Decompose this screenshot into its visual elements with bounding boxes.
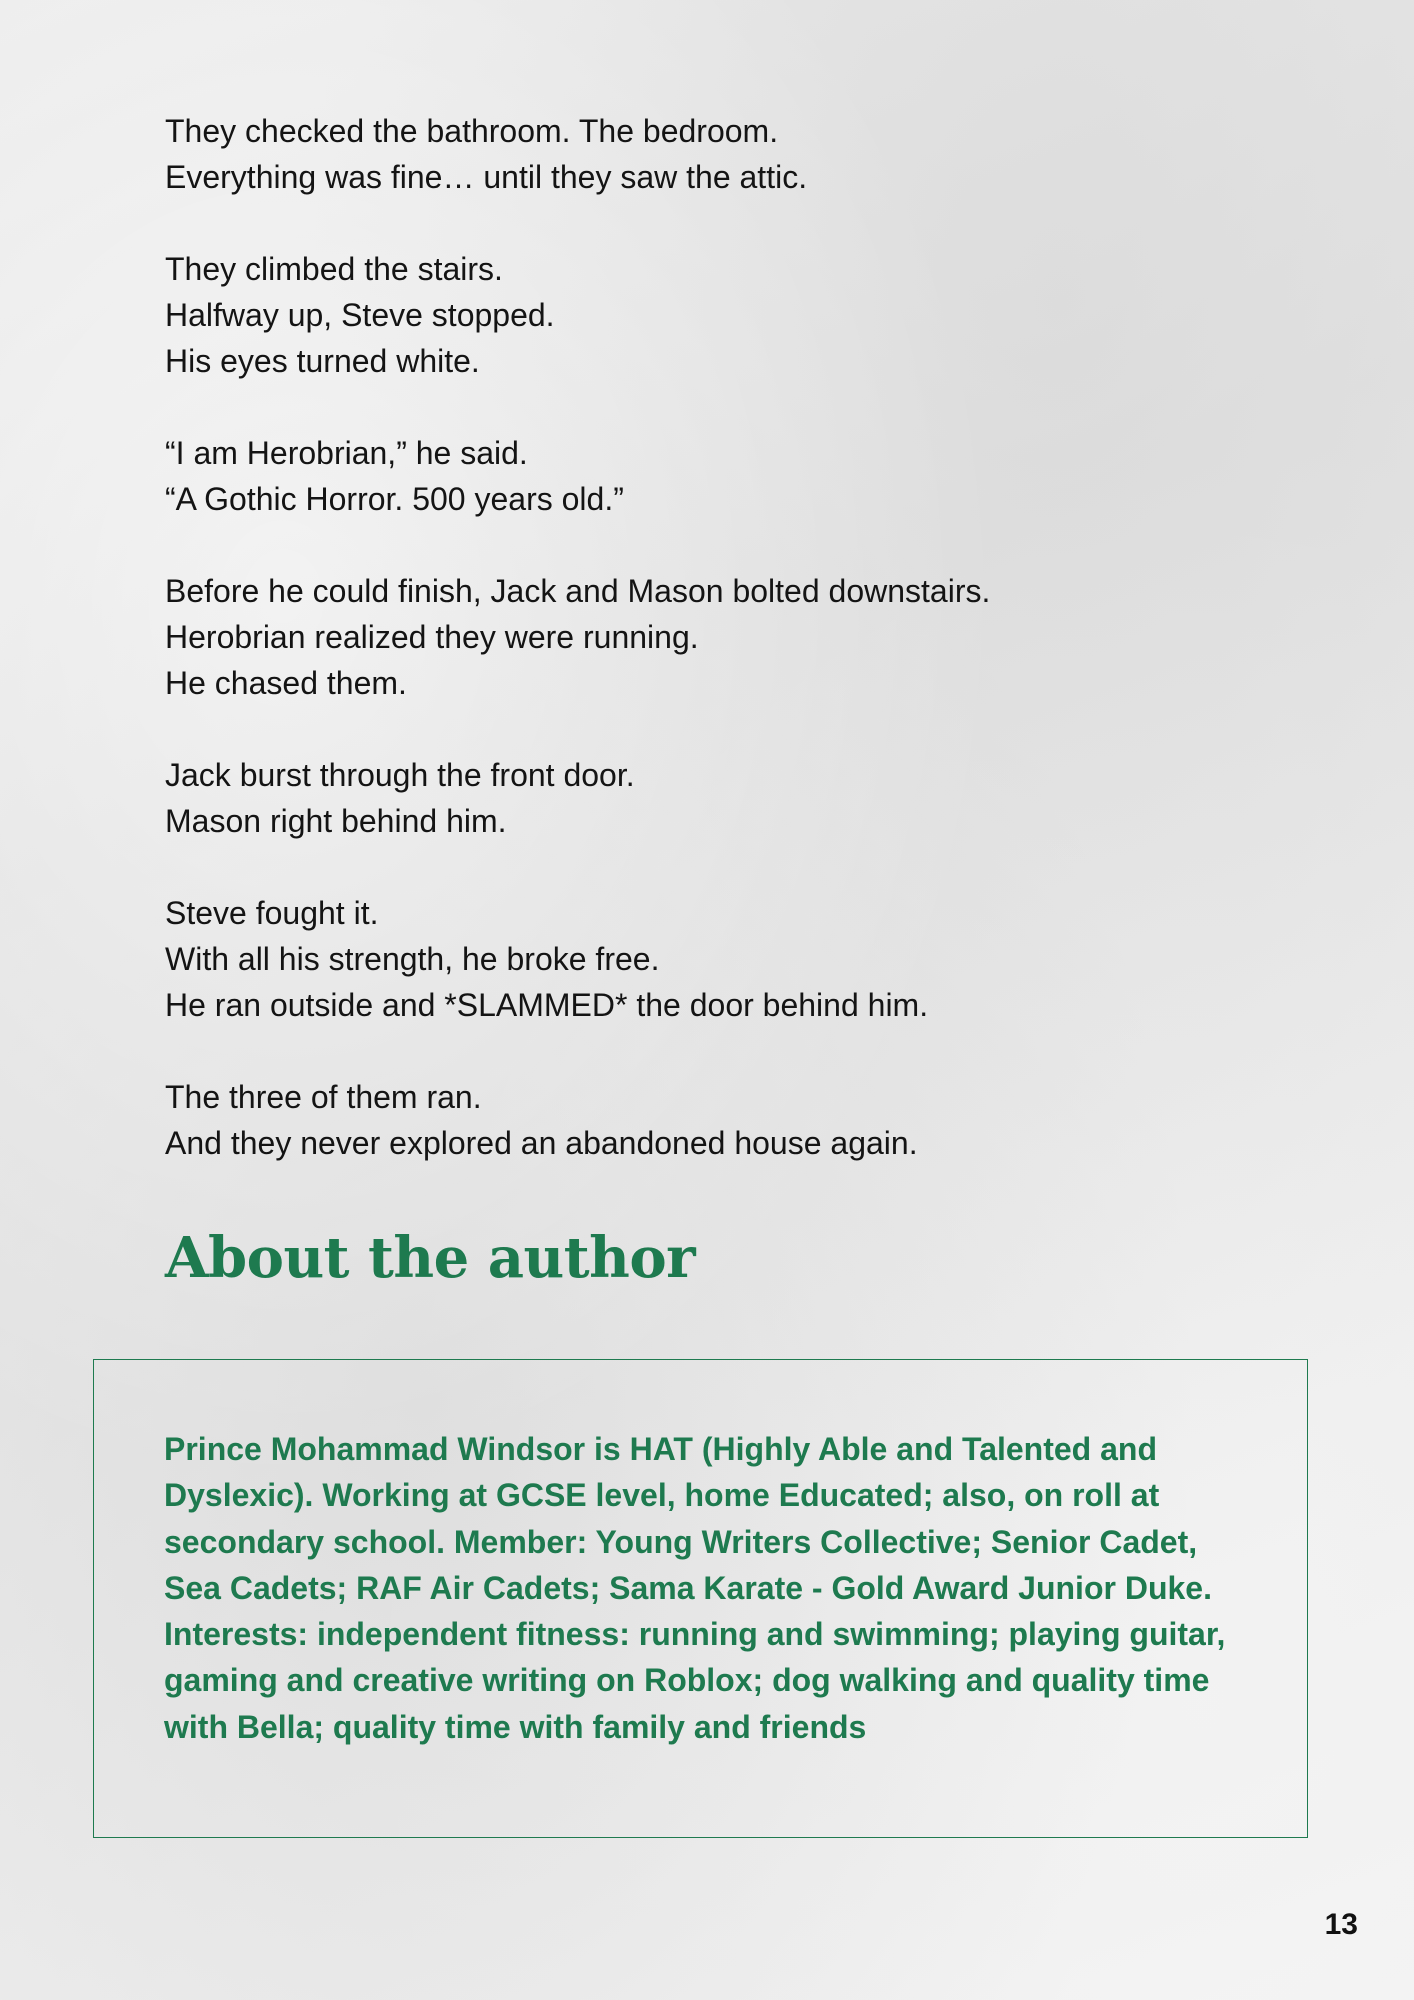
story-line: He chased them. xyxy=(165,665,407,701)
story-paragraph xyxy=(165,1074,1265,1166)
story-line: Everything was fine… until they saw the attic. xyxy=(165,159,808,195)
author-bio-box xyxy=(93,1359,1308,1838)
story-paragraph xyxy=(165,568,1265,706)
author-bio-text: Prince Mohammad Windsor is HAT (Highly Able and Talented and Dyslexic). Working at GCSE level, home Educated; also, on roll at secondary school. Member: Young Writers Collective; Senior Cadet, Sea Cadets; RAF Air Cadets; Sama Karate - Gold Award Junior Duke. Interests: independent fitness: running and swimming; playing guitar, gaming and creative writing on Roblox; dog walking and quality time with Bella; quality time with family and friends xyxy=(164,1431,1226,1745)
story-paragraph xyxy=(165,430,1265,522)
story-paragraph xyxy=(165,890,1265,1028)
story-text xyxy=(165,108,1265,1212)
story-line: Before he could finish, Jack and Mason bolted downstairs. xyxy=(165,573,991,609)
story-line: The three of them ran. xyxy=(165,1079,482,1115)
story-line: “A Gothic Horror. 500 years old.” xyxy=(165,481,624,517)
story-line: Halfway up, Steve stopped. xyxy=(165,297,555,333)
story-paragraph xyxy=(165,246,1265,384)
story-line: His eyes turned white. xyxy=(165,343,480,379)
story-line: Mason right behind him. xyxy=(165,803,507,839)
story-line: Herobrian realized they were running. xyxy=(165,619,699,655)
story-line: And they never explored an abandoned house again. xyxy=(165,1125,918,1161)
story-paragraph xyxy=(165,752,1265,844)
story-line: They checked the bathroom. The bedroom. xyxy=(165,113,779,149)
story-line: He ran outside and *SLAMMED* the door behind him. xyxy=(165,987,929,1023)
story-line: They climbed the stairs. xyxy=(165,251,503,287)
story-line: Steve fought it. xyxy=(165,895,379,931)
story-line: “I am Herobrian,” he said. xyxy=(165,435,528,471)
story-line: With all his strength, he broke free. xyxy=(165,941,660,977)
story-paragraph xyxy=(165,108,1265,200)
story-line: Jack burst through the front door. xyxy=(165,757,635,793)
about-author-heading: About the author xyxy=(165,1225,696,1291)
page-number: 13 xyxy=(1324,1908,1358,1941)
